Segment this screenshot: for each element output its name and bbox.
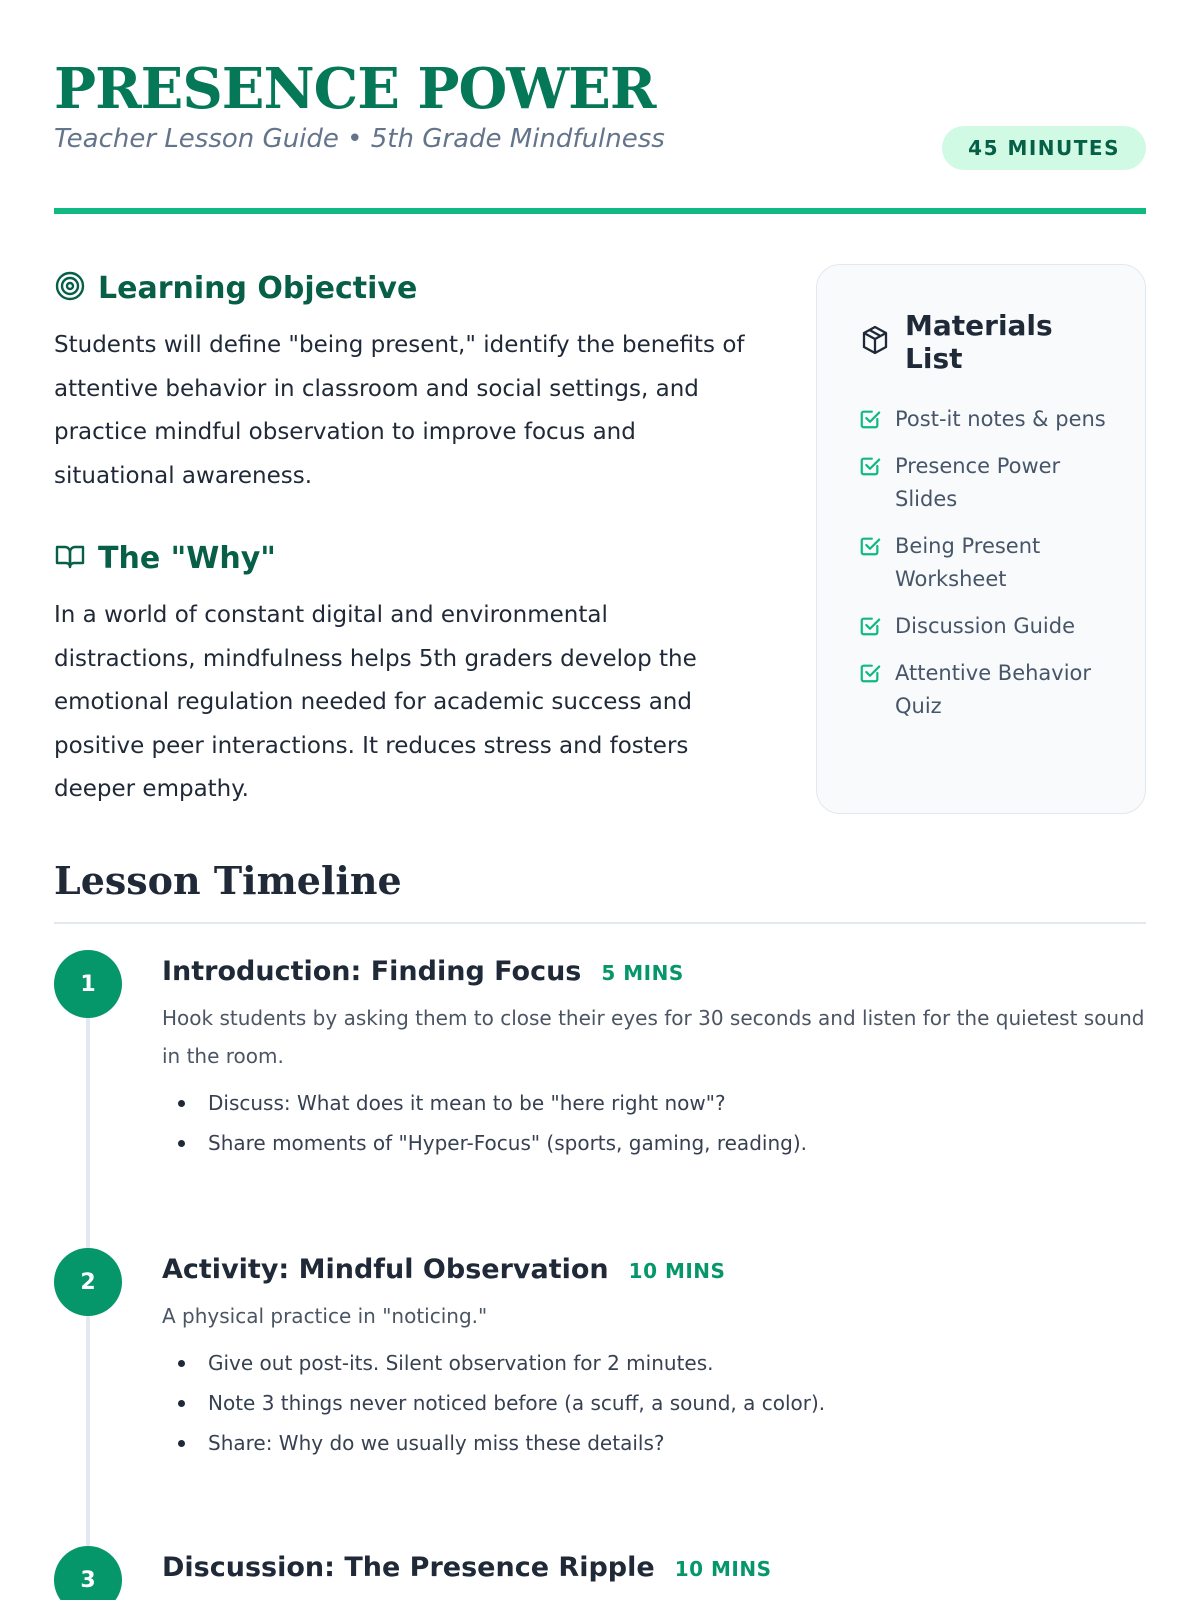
step-description: A physical practice in "noticing."	[162, 1304, 488, 1328]
overview-left-column	[54, 270, 754, 812]
header	[54, 0, 1146, 214]
materials-item	[859, 610, 1115, 643]
materials-title: Materials List	[905, 309, 1053, 375]
checkbox-check-icon	[859, 610, 881, 643]
step-bullet: Share moments of "Hyper-Focus" (sports, gaming, reading).	[178, 1123, 1146, 1163]
step-duration: 10 MINS	[674, 1557, 772, 1581]
timeline-section	[54, 856, 1146, 1593]
materials-card	[816, 264, 1146, 814]
materials-list	[859, 403, 1115, 723]
materials-item-label: Discussion Guide	[895, 614, 1076, 638]
step-title: Activity: Mindful Observation	[162, 1254, 609, 1285]
materials-item-label: Post-it notes & pens	[895, 407, 1106, 431]
step-number: 2	[54, 1248, 122, 1316]
step-title: Discussion: The Presence Ripple	[162, 1552, 655, 1583]
step-duration: 10 MINS	[628, 1259, 726, 1283]
timeline	[54, 950, 1146, 1593]
timeline-divider	[54, 922, 1146, 924]
materials-item	[859, 450, 1115, 516]
step-heading	[162, 950, 1146, 987]
book-open-icon	[54, 540, 86, 576]
materials-item-label: Presence Power Slides	[895, 454, 1061, 511]
page-subtitle: Teacher Lesson Guide • 5th Grade Mindfulness	[54, 124, 665, 154]
timeline-step	[54, 1546, 1146, 1593]
timeline-step	[54, 950, 1146, 1248]
materials-item	[859, 657, 1115, 723]
checkbox-check-icon	[859, 450, 881, 516]
step-number: 3	[54, 1546, 122, 1600]
step-duration: 5 MINS	[601, 961, 684, 985]
overview-section	[54, 214, 1146, 856]
materials-item-label: Being Present Worksheet	[895, 534, 1041, 591]
why-heading	[54, 540, 754, 576]
objective-text: Students will define "being present," identify the benefits of attentive behavior in classroom and social settings, and practice mindful observation to improve focus and situational awareness.	[54, 332, 745, 489]
why-text: In a world of constant digital and environmental distractions, mindfulness helps 5th graders develop the emotional regulation needed for academic success and positive peer interactions. It reduces stress and fosters deeper empathy.	[54, 602, 697, 802]
objective-heading	[54, 270, 754, 306]
step-bullet: Share: Why do we usually miss these details?	[178, 1423, 1146, 1463]
step-bullet: Give out post-its. Silent observation for 2 minutes.	[178, 1343, 1146, 1383]
step-number: 1	[54, 950, 122, 1018]
step-title: Introduction: Finding Focus	[162, 956, 582, 987]
step-bullets	[162, 1343, 1146, 1463]
target-icon	[54, 270, 86, 306]
step-bullet: Note 3 things never noticed before (a scuff, a sound, a color).	[178, 1383, 1146, 1423]
step-bullets	[162, 1083, 1146, 1163]
objective-title: Learning Objective	[98, 270, 418, 306]
timeline-title: Lesson Timeline	[54, 858, 402, 903]
materials-heading	[859, 309, 1115, 375]
package-icon	[859, 324, 891, 360]
why-title: The "Why"	[98, 540, 276, 576]
checkbox-check-icon	[859, 530, 881, 596]
materials-item-label: Attentive Behavior Quiz	[895, 661, 1092, 718]
step-description: Hook students by asking them to close their eyes for 30 seconds and listen for the quietest sound in the room.	[162, 1006, 1145, 1068]
checkbox-check-icon	[859, 657, 881, 723]
timeline-step	[54, 1248, 1146, 1546]
step-heading	[162, 1546, 1146, 1583]
materials-item	[859, 403, 1115, 436]
duration-badge: 45 MINUTES	[942, 126, 1146, 170]
checkbox-check-icon	[859, 403, 881, 436]
step-bullet: Discuss: What does it mean to be "here right now"?	[178, 1083, 1146, 1123]
step-heading	[162, 1248, 1146, 1285]
page-title: PRESENCE POWER	[54, 56, 656, 122]
materials-item	[859, 530, 1115, 596]
